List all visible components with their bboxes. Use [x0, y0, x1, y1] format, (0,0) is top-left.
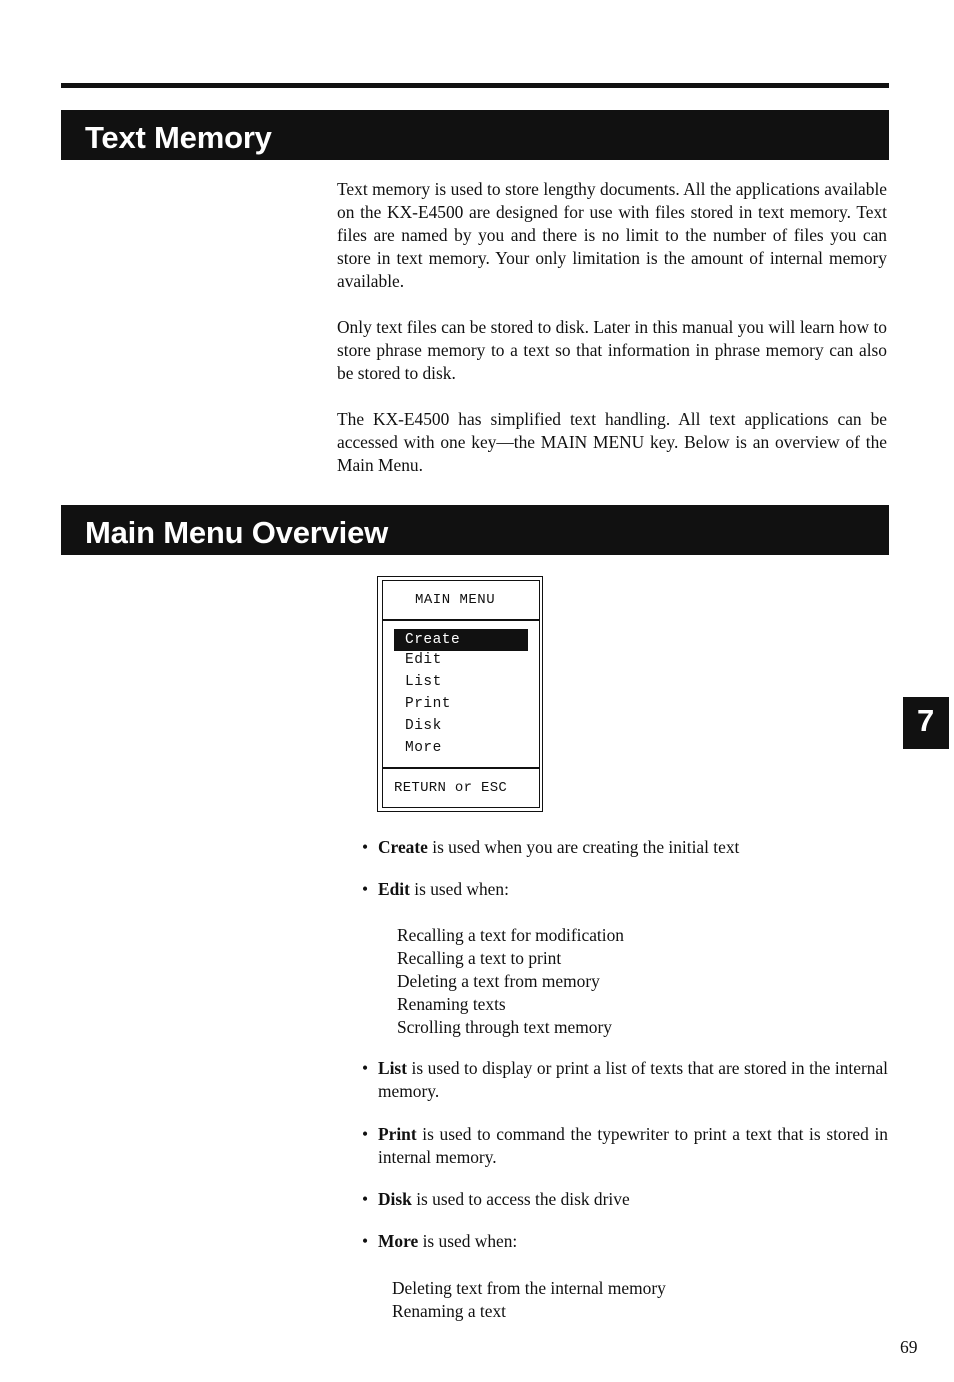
bullet-icon: • — [362, 1058, 369, 1078]
bullet-text: is used when you are creating the initial text — [427, 837, 740, 857]
bullet-term: Edit — [378, 879, 410, 899]
main-menu-item-create: Create — [394, 629, 528, 651]
bullet-text: is used to command the typewriter to print a text that is stored in internal memory. — [378, 1124, 888, 1167]
bullet-icon: • — [362, 1124, 369, 1144]
list-item: Renaming a text — [392, 1301, 506, 1321]
list-item: Recalling a text for modification — [397, 925, 624, 945]
main-menu-item-disk: Disk — [405, 718, 442, 734]
main-menu-item-more: More — [405, 740, 442, 756]
list-item: Deleting a text from memory — [397, 971, 600, 991]
main-menu-item-print: Print — [405, 696, 452, 712]
section-heading-text-memory — [61, 110, 889, 160]
list-item: Renaming texts — [397, 994, 506, 1014]
bullet-term: Create — [378, 837, 428, 857]
bullet-more — [362, 1230, 888, 1253]
main-menu-screen-title: MAIN MENU — [415, 592, 496, 608]
chapter-tab-number: 7 — [917, 703, 935, 738]
bullet-term: List — [378, 1058, 407, 1078]
bullet-term: Print — [378, 1124, 417, 1144]
main-menu-screen-footer: RETURN or ESC — [394, 780, 508, 796]
paragraph — [337, 316, 887, 385]
bullet-edit — [362, 878, 888, 901]
bullet-icon: • — [362, 879, 369, 899]
bullet-icon: • — [362, 1231, 369, 1251]
paragraph-text: The KX-E4500 has simplified text handling. All text applications can be accessed with one key—the MAIN MENU key. Below is an overview of the Main Menu. — [337, 409, 887, 475]
bullet-create — [362, 836, 888, 859]
more-sublist — [392, 1277, 666, 1323]
bullet-term: Disk — [378, 1189, 412, 1209]
bullet-disk — [362, 1188, 888, 1211]
section-heading-label: Main Menu Overview — [85, 515, 389, 550]
list-item: Scrolling through text memory — [397, 1017, 612, 1037]
bullet-icon: • — [362, 1189, 369, 1209]
bullet-text: is used to display or print a list of texts that are stored in the internal memory. — [378, 1058, 888, 1101]
page-number: 69 — [900, 1337, 918, 1357]
edit-sublist — [397, 924, 624, 1039]
main-menu-item-list: List — [405, 674, 442, 690]
paragraph-text: Text memory is used to store lengthy documents. All the applications available on the KX-E4500 are designed for use with files stored in text memory. Text files are named by you and there is no limit to the number of files you can store in text memory. Your only limitation is the amount of internal memory available. — [337, 179, 887, 291]
bullet-text: is used to access the disk drive — [411, 1189, 630, 1209]
main-menu-screen-footer-box — [382, 768, 540, 808]
section-heading-main-menu-overview — [61, 505, 889, 555]
top-rule — [61, 83, 889, 88]
paragraph — [337, 408, 887, 477]
main-menu-screen-title-box — [382, 580, 540, 620]
bullet-term: More — [378, 1231, 419, 1251]
section-heading-label: Text Memory — [85, 120, 272, 155]
paragraph — [337, 178, 887, 293]
list-item: Recalling a text to print — [397, 948, 562, 968]
bullet-text: is used when: — [418, 1231, 518, 1251]
bullet-icon: • — [362, 837, 369, 857]
bullet-print — [362, 1123, 888, 1169]
list-item: Deleting text from the internal memory — [392, 1278, 666, 1298]
paragraph-text: Only text files can be stored to disk. Later in this manual you will learn how to store phrase memory to a text so that information in phrase memory can also be stored to disk. — [337, 317, 887, 383]
bullet-list — [362, 1057, 888, 1103]
main-menu-item-edit: Edit — [405, 652, 442, 668]
bullet-text: is used when: — [409, 879, 509, 899]
chapter-tab — [903, 697, 949, 749]
